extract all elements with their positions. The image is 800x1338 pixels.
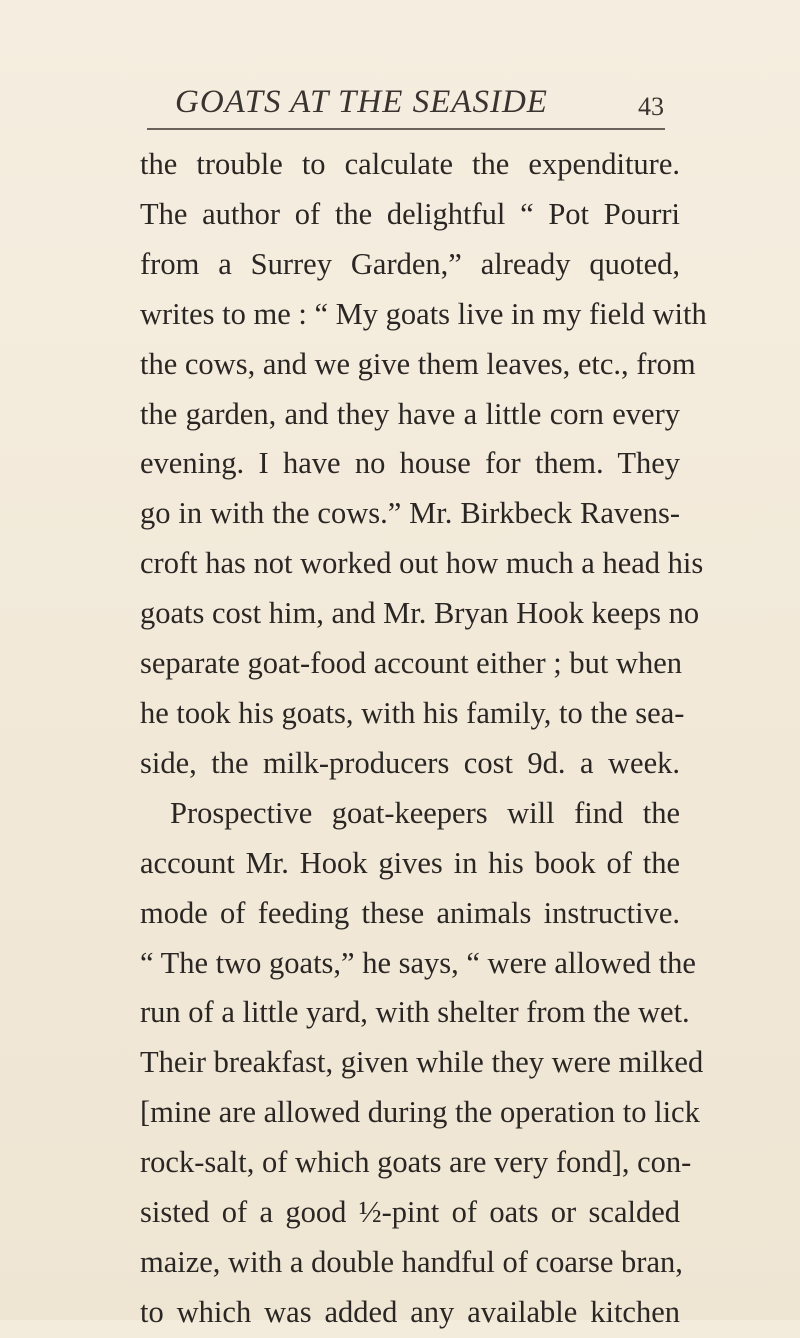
text-line: the trouble to calculate the expenditure. bbox=[140, 147, 680, 181]
text-line: from a Surrey Garden,” already quoted, bbox=[140, 246, 680, 281]
text-line: go in with the cows.” Mr. Birkbeck Ravens- bbox=[140, 496, 680, 531]
text-line: side, the milk-producers cost 9d. a week. bbox=[140, 745, 680, 780]
page-number: 43 bbox=[638, 92, 664, 121]
text-line: evening. I have no house for them. They bbox=[140, 446, 680, 481]
text-line: sisted of a good ½-pint of oats or scalded bbox=[140, 1195, 680, 1230]
text-line: separate goat-food account either ; but when bbox=[140, 646, 683, 681]
text-line: to which was added any available kitchen bbox=[140, 1294, 680, 1329]
text-line: maize, with a double handful of coarse bran, bbox=[140, 1244, 683, 1279]
header-rule bbox=[147, 128, 665, 130]
text-line: the garden, and they have a little corn every bbox=[140, 396, 680, 431]
text-line: run of a little yard, with shelter from the wet. bbox=[140, 995, 690, 1030]
text-line: the cows, and we give them leaves, etc., from bbox=[140, 346, 696, 381]
body-text bbox=[140, 140, 707, 1338]
text-line: croft has not worked out how much a head his bbox=[140, 546, 704, 581]
text-line: he took his goats, with his family, to the sea- bbox=[140, 695, 685, 730]
text-line: mode of feeding these animals instructive. bbox=[140, 895, 680, 930]
text-line: “ The two goats,” he says, “ were allowed the bbox=[140, 945, 696, 980]
text-line: rock-salt, of which goats are very fond], con- bbox=[140, 1145, 692, 1180]
text-line: goats cost him, and Mr. Bryan Hook keeps no bbox=[140, 596, 700, 631]
text-line: writes to me : “ My goats live in my field with bbox=[140, 296, 707, 331]
text-line: account Mr. Hook gives in his book of the bbox=[140, 845, 680, 880]
paragraph-start-line: Prospective goat-keepers will find the bbox=[170, 795, 680, 830]
text-line: [mine are allowed during the operation to lick bbox=[140, 1095, 700, 1130]
text-line: Their breakfast, given while they were milked bbox=[140, 1045, 704, 1080]
running-title: GOATS AT THE SEASIDE bbox=[175, 84, 548, 120]
text-line: The author of the delightful “ Pot Pourri bbox=[140, 196, 680, 231]
